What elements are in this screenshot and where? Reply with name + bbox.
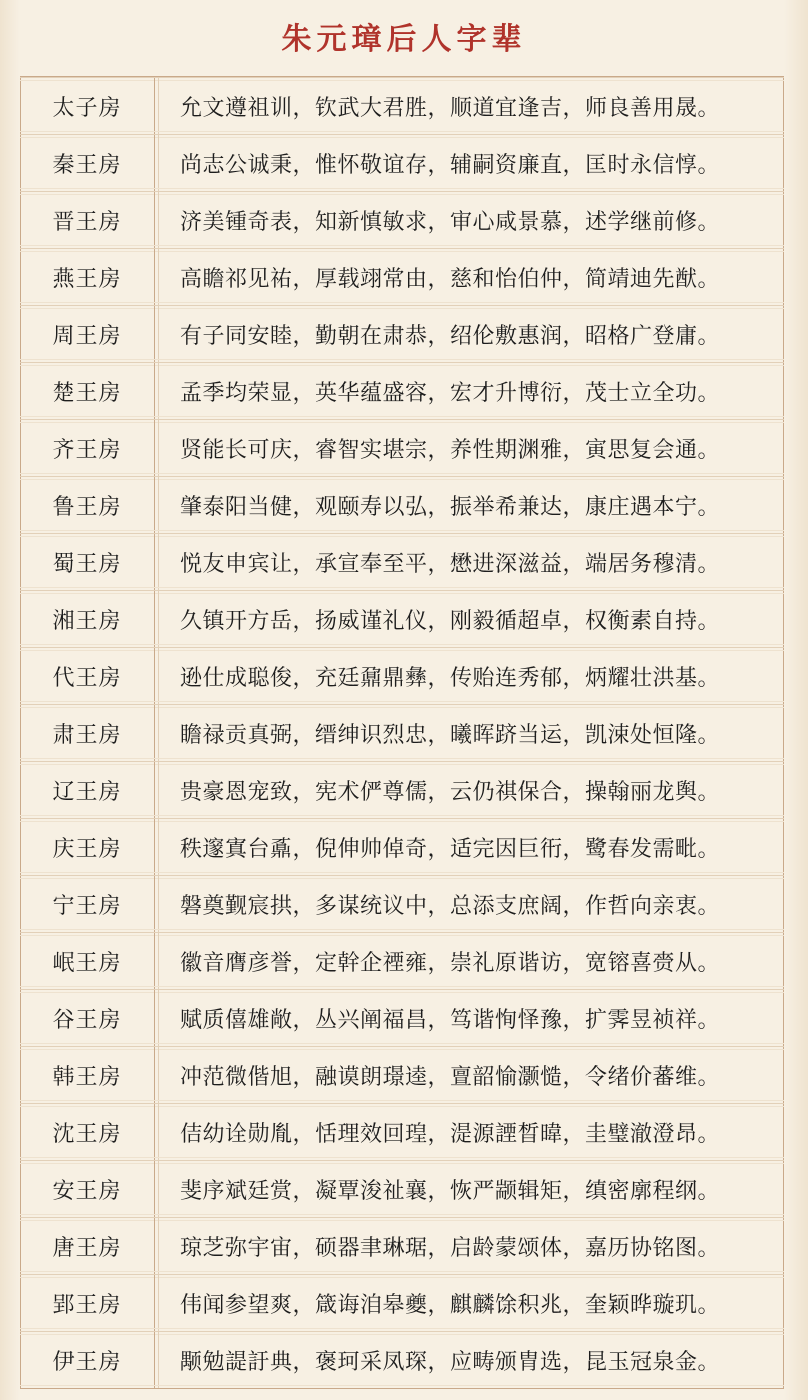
column-divider: [154, 876, 155, 932]
table-row: [20, 590, 784, 647]
generation-verse: 佶幼诠勋胤，恬理效回瑝，湜源諲晳暐，圭璧澈澄昂。: [180, 1121, 721, 1147]
table-row: [20, 134, 784, 191]
house-name: 沈王房: [52, 1121, 122, 1147]
table-row: [20, 419, 784, 476]
generation-verse: 孟季均荣显，英华蕴盛容，宏才升博衍，茂士立全功。: [180, 380, 721, 406]
house-name: 韩王房: [52, 1064, 122, 1090]
column-divider: [154, 1332, 155, 1388]
column-divider: [154, 534, 155, 590]
generation-verse: 高瞻祁见祐，厚载翊常由，慈和怡伯仲，简靖迪先猷。: [180, 266, 721, 292]
column-divider: [154, 249, 155, 305]
generation-verse: 伟闻参望爽，箴诲洎皋夔，麒麟馀积兆，奎颖晔璇玑。: [180, 1292, 721, 1318]
column-divider-inner: [158, 762, 159, 818]
house-name: 宁王房: [52, 893, 122, 919]
house-name: 唐王房: [52, 1235, 122, 1261]
house-name: 楚王房: [52, 380, 122, 406]
table-row: [20, 647, 784, 704]
generation-verse: 尚志公诚秉，惟怀敬谊存，辅嗣资廉直，匡时永信惇。: [180, 152, 721, 178]
column-divider: [154, 306, 155, 362]
generation-verse: 贵豪恩宠致，宪术俨尊儒，云仍祺保合，操翰丽龙舆。: [180, 779, 721, 805]
column-divider: [154, 477, 155, 533]
generation-verse: 徽音膺彦誉，定幹企禋雍，崇礼原谐访，宽镕喜赍从。: [180, 950, 721, 976]
generation-verse: 有子同安睦，勤朝在肃恭，绍伦敷惠润，昭格广登庸。: [180, 323, 721, 349]
column-divider: [154, 1218, 155, 1274]
column-divider-inner: [158, 192, 159, 248]
house-name: 秦王房: [52, 152, 122, 178]
table-row: [20, 761, 784, 818]
house-name: 谷王房: [52, 1007, 122, 1033]
column-divider: [154, 819, 155, 875]
table-row: [20, 932, 784, 989]
house-name: 湘王房: [52, 608, 122, 634]
column-divider-inner: [158, 705, 159, 761]
column-divider: [154, 933, 155, 989]
house-name: 伊王房: [52, 1349, 122, 1375]
lineage-table: [20, 76, 784, 1389]
column-divider: [154, 591, 155, 647]
column-divider: [154, 1104, 155, 1160]
column-divider-inner: [158, 249, 159, 305]
table-row: [20, 875, 784, 932]
table-row: [20, 191, 784, 248]
table-row: [20, 1274, 784, 1331]
column-divider: [154, 1161, 155, 1217]
house-name: 安王房: [52, 1178, 122, 1204]
column-divider: [154, 705, 155, 761]
table-row: [20, 248, 784, 305]
column-divider: [154, 135, 155, 191]
column-divider-inner: [158, 363, 159, 419]
table-row: [20, 1217, 784, 1274]
column-divider-inner: [158, 420, 159, 476]
column-divider-inner: [158, 876, 159, 932]
generation-verse: 济美锺奇表，知新慎敏求，审心咸景慕，述学继前修。: [180, 209, 721, 235]
right-background-stripe: [784, 0, 808, 1400]
table-row: [20, 704, 784, 761]
table-row: [20, 1331, 784, 1388]
house-name: 周王房: [52, 323, 122, 349]
left-background-stripe: [0, 0, 20, 1400]
house-name: 蜀王房: [52, 551, 122, 577]
table-row: [20, 533, 784, 590]
house-name: 岷王房: [52, 950, 122, 976]
table-row: [20, 362, 784, 419]
house-name: 肃王房: [52, 722, 122, 748]
generation-verse: 赋质僖雄敞，丛兴阐福昌，笃谐恂怿豫，扩霁昱祯祥。: [180, 1007, 721, 1033]
generation-verse: 肇泰阳当健，观颐寿以弘，振举希兼达，康庄遇本宁。: [180, 494, 721, 520]
generation-verse: 颙勉諟訏典，褒珂采凤琛，应畴颁胄选，昆玉冠泉金。: [180, 1349, 721, 1375]
table-row: [20, 1046, 784, 1103]
table-row: [20, 1103, 784, 1160]
column-divider-inner: [158, 1104, 159, 1160]
column-divider-inner: [158, 477, 159, 533]
house-name: 晋王房: [52, 209, 122, 235]
column-divider-inner: [158, 933, 159, 989]
column-divider-inner: [158, 1332, 159, 1388]
column-divider: [154, 420, 155, 476]
column-divider-inner: [158, 648, 159, 704]
column-divider-inner: [158, 1047, 159, 1103]
generation-verse: 瞻禄贡真弼，缙绅识烈忠，曦晖跻当运，凯涑处恒隆。: [180, 722, 721, 748]
table-row: [20, 476, 784, 533]
house-name: 郢王房: [52, 1292, 122, 1318]
generation-verse: 久镇开方岳，扬威谨礼仪，刚毅循超卓，权衡素自持。: [180, 608, 721, 634]
house-name: 代王房: [52, 665, 122, 691]
table-row: [20, 305, 784, 362]
column-divider: [154, 78, 155, 134]
generation-verse: 斐序斌廷赏，凝覃浚祉襄，恢严颛辑矩，缜密廓程纲。: [180, 1178, 721, 1204]
generation-verse: 允文遵祖训，钦武大君胜，顺道宜逢吉，师良善用晟。: [180, 95, 721, 121]
column-divider-inner: [158, 1218, 159, 1274]
table-row: [20, 989, 784, 1046]
generation-verse: 冲范微偕旭，融谟朗璟逵，亶韶愉灏慥，令绪价蕃维。: [180, 1064, 721, 1090]
generation-verse: 悦友申宾让，承宣奉至平，懋进深滋益，端居务穆清。: [180, 551, 721, 577]
table-row: [20, 77, 784, 134]
house-name: 鲁王房: [52, 494, 122, 520]
column-divider: [154, 990, 155, 1046]
generation-verse: 逊仕成聪俊，充廷鼐鼎彝，传贻连秀郁，炳耀壮洪基。: [180, 665, 721, 691]
column-divider: [154, 762, 155, 818]
column-divider: [154, 1275, 155, 1331]
column-divider-inner: [158, 591, 159, 647]
column-divider-inner: [158, 306, 159, 362]
table-row: [20, 818, 784, 875]
column-divider-inner: [158, 1275, 159, 1331]
column-divider-inner: [158, 990, 159, 1046]
generation-verse: 琼芝弥宇宙，硕器聿琳琚，启龄蒙颂体，嘉历协铭图。: [180, 1235, 721, 1261]
column-divider: [154, 363, 155, 419]
column-divider: [154, 1047, 155, 1103]
column-divider-inner: [158, 1161, 159, 1217]
house-name: 太子房: [52, 95, 122, 121]
generation-verse: 磐奠觐宸拱，多谋统议中，总添支庶阔，作哲向亲衷。: [180, 893, 721, 919]
column-divider-inner: [158, 819, 159, 875]
house-name: 齐王房: [52, 437, 122, 463]
table-row: [20, 1160, 784, 1217]
page-title: 朱元璋后人字辈: [281, 22, 527, 57]
column-divider: [154, 648, 155, 704]
generation-verse: 贤能长可庆，睿智实堪宗，养性期渊雅，寅思复会通。: [180, 437, 721, 463]
column-divider-inner: [158, 135, 159, 191]
house-name: 辽王房: [52, 779, 122, 805]
house-name: 燕王房: [52, 266, 122, 292]
column-divider-inner: [158, 78, 159, 134]
column-divider-inner: [158, 534, 159, 590]
column-divider: [154, 192, 155, 248]
house-name: 庆王房: [52, 836, 122, 862]
generation-verse: 秩邃寘台鼒，倪伸帅倬奇，适完因巨衎，鹭春发需毗。: [180, 836, 721, 862]
